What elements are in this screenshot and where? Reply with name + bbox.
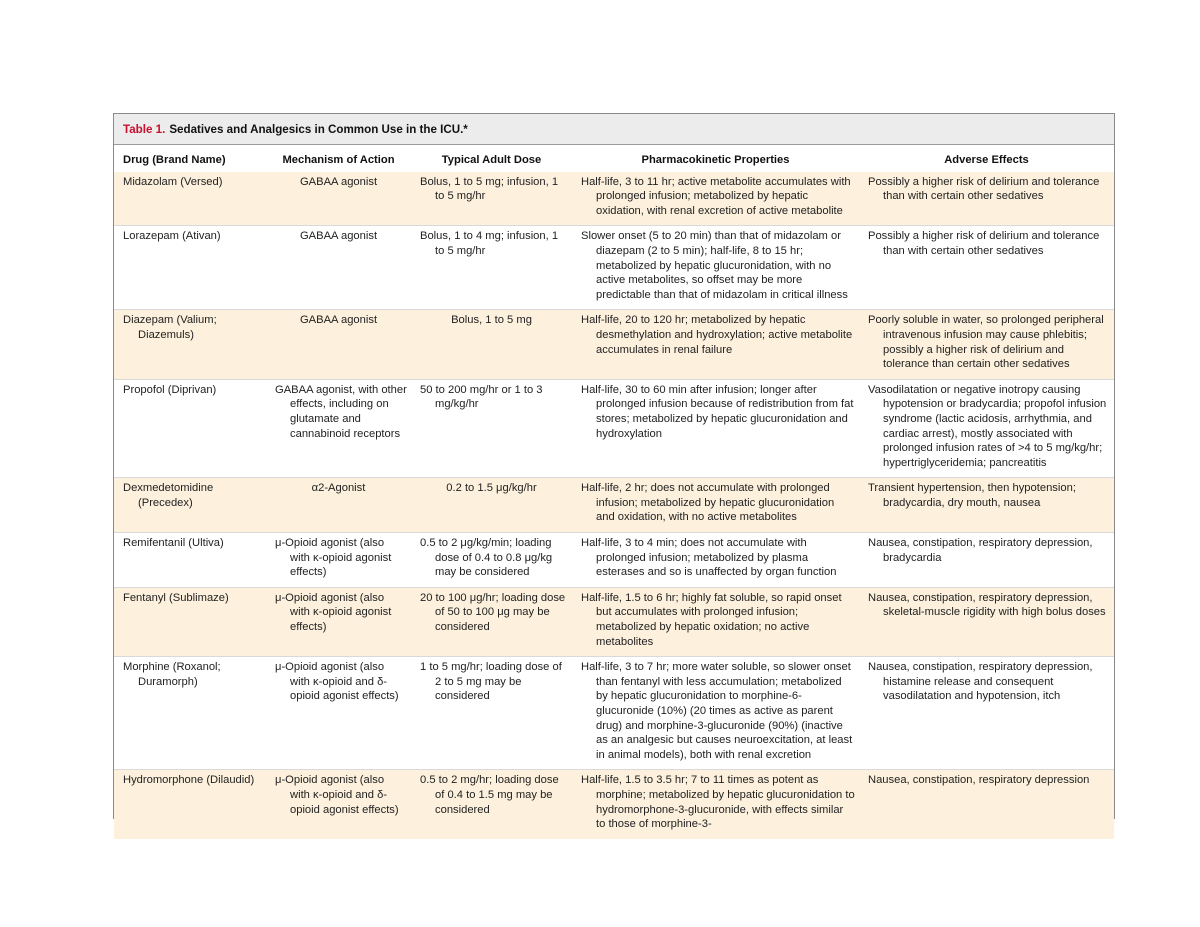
cell-pharmacokinetics: Half-life, 3 to 4 min; does not accumulate with prolonged infusion; metabolized by plasma esterases and so is unaffected by organ function [572, 533, 859, 588]
cell-dose: 0.5 to 2 μg/kg/min; loading dose of 0.4 to 0.8 μg/kg may be considered [411, 533, 572, 588]
cell-adverse-effects: Nausea, constipation, respiratory depression, bradycardia [859, 533, 1114, 588]
cell-pharmacokinetics: Half-life, 20 to 120 hr; metabolized by hepatic desmethylation and hydroxylation; active metabolite accumulates in renal failure [572, 310, 859, 379]
cell-adverse-effects: Nausea, constipation, respiratory depression, histamine release and consequent vasodilatation and hypotension, itch [859, 657, 1114, 770]
cell-drug: Lorazepam (Ativan) [114, 226, 266, 310]
table-header-row [114, 145, 1114, 172]
table-row [114, 310, 1114, 379]
cell-mechanism: GABAA agonist [266, 310, 411, 379]
cell-pharmacokinetics: Half-life, 30 to 60 min after infusion; longer after prolonged infusion because of redistribution from fat stores; metabolized by hepatic glucuronidation and hydroxylation [572, 379, 859, 478]
cell-dose: 0.2 to 1.5 μg/kg/hr [411, 478, 572, 533]
header-dose: Typical Adult Dose [441, 154, 542, 166]
table-row [114, 379, 1114, 478]
cell-mechanism: μ-Opioid agonist (also with κ-opioid and δ-opioid agonist effects) [266, 657, 411, 770]
cell-adverse-effects: Nausea, constipation, respiratory depression [859, 770, 1114, 839]
table-row [114, 533, 1114, 588]
cell-drug: Propofol (Diprivan) [114, 379, 266, 478]
cell-mechanism: GABAA agonist [266, 226, 411, 310]
cell-adverse-effects: Possibly a higher risk of delirium and tolerance than with certain other sedatives [859, 172, 1114, 226]
cell-dose: 50 to 200 mg/hr or 1 to 3 mg/kg/hr [411, 379, 572, 478]
cell-mechanism: μ-Opioid agonist (also with κ-opioid and δ-opioid agonist effects) [266, 770, 411, 839]
cell-drug: Morphine (Roxanol; Duramorph) [114, 657, 266, 770]
table-title: Sedatives and Analgesics in Common Use in the ICU.* [169, 122, 468, 136]
cell-drug: Dexmedetomidine (Precedex) [114, 478, 266, 533]
cell-drug: Hydromorphone (Dilaudid) [114, 770, 266, 839]
cell-adverse-effects: Nausea, constipation, respiratory depression, skeletal-muscle rigidity with high bolus doses [859, 587, 1114, 656]
cell-pharmacokinetics: Half-life, 3 to 7 hr; more water soluble, so slower onset than fentanyl with less accumulation; metabolized by hepatic glucuronidation to morphine-6-glucuronide (10%) (20 times as active as parent drug) and morphine-3-glucuronide (90%) (inactive as an analgesic but causes neuroexcitation, at least in animal models), both with renal excretion [572, 657, 859, 770]
table-row [114, 478, 1114, 533]
table-label: Table 1. [123, 122, 166, 136]
cell-drug: Diazepam (Valium; Diazemuls) [114, 310, 266, 379]
cell-dose: 20 to 100 μg/hr; loading dose of 50 to 100 μg may be considered [411, 587, 572, 656]
cell-adverse-effects: Transient hypertension, then hypotension; bradycardia, dry mouth, nausea [859, 478, 1114, 533]
cell-dose: Bolus, 1 to 5 mg; infusion, 1 to 5 mg/hr [411, 172, 572, 226]
cell-drug: Midazolam (Versed) [114, 172, 266, 226]
table-title-bar [114, 114, 1114, 145]
cell-adverse-effects: Poorly soluble in water, so prolonged peripheral intravenous infusion may cause phlebitis; possibly a higher risk of delirium and tolerance than certain other sedatives [859, 310, 1114, 379]
cell-mechanism: GABAA agonist, with other effects, including on glutamate and cannabinoid receptors [266, 379, 411, 478]
cell-mechanism: μ-Opioid agonist (also with κ-opioid agonist effects) [266, 533, 411, 588]
table-row [114, 587, 1114, 656]
header-pharmacokinetics: Pharmacokinetic Properties [641, 154, 790, 166]
table-row [114, 657, 1114, 770]
cell-dose: 1 to 5 mg/hr; loading dose of 2 to 5 mg may be considered [411, 657, 572, 770]
cell-dose: Bolus, 1 to 4 mg; infusion, 1 to 5 mg/hr [411, 226, 572, 310]
header-drug: Drug (Brand Name) [123, 154, 226, 166]
cell-mechanism: GABAA agonist [266, 172, 411, 226]
table-row [114, 770, 1114, 839]
header-mechanism: Mechanism of Action [282, 154, 395, 166]
table-row [114, 226, 1114, 310]
cell-adverse-effects: Possibly a higher risk of delirium and tolerance than with certain other sedatives [859, 226, 1114, 310]
cell-dose: Bolus, 1 to 5 mg [411, 310, 572, 379]
cell-mechanism: α2-Agonist [266, 478, 411, 533]
table-row [114, 172, 1114, 226]
cell-pharmacokinetics: Half-life, 3 to 11 hr; active metabolite accumulates with prolonged infusion; metabolized by hepatic oxidation, with renal excretion of active metabolite [572, 172, 859, 226]
cell-pharmacokinetics: Half-life, 1.5 to 3.5 hr; 7 to 11 times as potent as morphine; metabolized by hepatic glucuronidation to hydromorphone-3-glucuronide, with effects similar to those of morphine-3- [572, 770, 859, 839]
drug-table-frame [113, 113, 1115, 831]
cell-pharmacokinetics: Slower onset (5 to 20 min) than that of midazolam or diazepam (2 to 5 min); half-life, 8 to 15 hr; metabolized by hepatic glucuronidation, with no active metabolites, so offset may be more predictable than that of midazolam in critical illness [572, 226, 859, 310]
cell-adverse-effects: Vasodilatation or negative inotropy causing hypotension or bradycardia; propofol infusion syndrome (lactic acidosis, arrhythmia, and cardiac arrest), mostly associated with prolonged infusion rates of >4 to 5 mg/kg/hr; hypertriglyceridemia; pancreatitis [859, 379, 1114, 478]
cell-drug: Remifentanil (Ultiva) [114, 533, 266, 588]
cell-dose: 0.5 to 2 mg/hr; loading dose of 0.4 to 1.5 mg may be considered [411, 770, 572, 839]
cell-pharmacokinetics: Half-life, 2 hr; does not accumulate with prolonged infusion; metabolized by hepatic glucuronidation and oxidation, with no active metabolites [572, 478, 859, 533]
cell-drug: Fentanyl (Sublimaze) [114, 587, 266, 656]
cell-mechanism: μ-Opioid agonist (also with κ-opioid agonist effects) [266, 587, 411, 656]
drug-table [114, 145, 1114, 839]
cell-pharmacokinetics: Half-life, 1.5 to 6 hr; highly fat soluble, so rapid onset but accumulates with prolonged infusion; metabolized by hepatic oxidation; no active metabolites [572, 587, 859, 656]
header-adverse-effects: Adverse Effects [944, 154, 1029, 166]
